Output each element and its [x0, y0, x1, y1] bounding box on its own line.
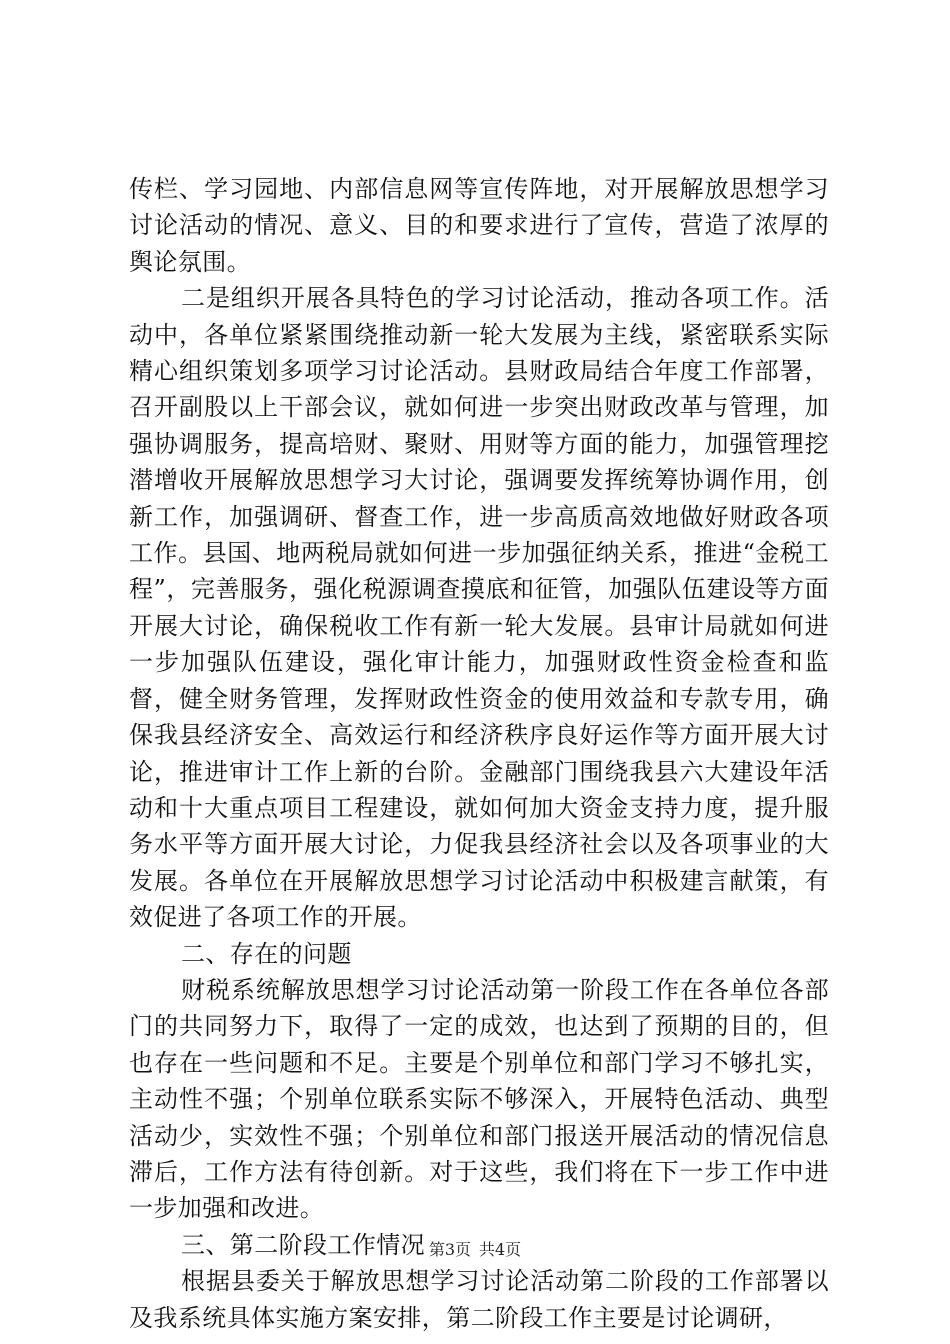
section-heading-phase-two: 三、第二阶段工作情况: [181, 1230, 425, 1259]
page-total: 共4页: [479, 1240, 522, 1259]
section-heading-problems: 二、存在的问题: [181, 939, 352, 968]
page-footer: [0, 1240, 950, 1260]
body-text: [129, 171, 829, 1336]
paragraph-phase-two: 根据县委关于解放思想学习讨论活动第二阶段的工作部署以及我系统具体实施方案安排，第二阶段工作主要是讨论调研，: [129, 1267, 829, 1332]
paragraph-problems: 财税系统解放思想学习讨论活动第一阶段工作在各单位各部门的共同努力下，取得了一定的成效，也达到了预期的目的，但也存在一些问题和不足。主要是个别单位和部门学习不够扎实，主动性不强；个别单位联系实际不够深入，开展特色活动、典型活动少，实效性不强；个别单位和部门报送开展活动的情况信息滞后，工作方法有待创新。对于这些，我们将在下一步工作中进一步加强和改进。: [129, 975, 829, 1223]
paragraph-continuation: 传栏、学习园地、内部信息网等宣传阵地，对开展解放思想学习讨论活动的情况、意义、目的和要求进行了宣传，营造了浓厚的舆论氛围。: [129, 175, 829, 276]
page-number: 第3页: [428, 1240, 471, 1259]
paragraph-activities: 二是组织开展各具特色的学习讨论活动，推动各项工作。活动中，各单位紧紧围绕推动新一轮大发展为主线，紧密联系实际精心组织策划多项学习讨论活动。县财政局结合年度工作部署，召开副股以上干部会议，就如何进一步突出财政改革与管理，加强协调服务，提高培财、聚财、用财等方面的能力，加强管理挖潜增收开展解放思想学习大讨论，强调要发挥统筹协调作用，创新工作，加强调研、督查工作，进一步高质高效地做好财政各项工作。县国、地两税局就如何进一步加强征纳关系，推进“金税工程”，完善服务，强化税源调查摸底和征管，加强队伍建设等方面开展大讨论，确保税收工作有新一轮大发展。县审计局就如何进一步加强队伍建设，强化审计能力，加强财政性资金检查和监督，健全财务管理，发挥财政性资金的使用效益和专款专用，确保我县经济安全、高效运行和经济秩序良好运作等方面开展大讨论，推进审计工作上新的台阶。金融部门围绕我县六大建设年活动和十大重点项目工程建设，就如何加大资金支持力度，提升服务水平等方面开展大讨论，力促我县经济社会以及各项事业的大发展。各单位在开展解放思想学习讨论活动中积极建言献策，有效促进了各项工作的开展。: [129, 284, 829, 932]
